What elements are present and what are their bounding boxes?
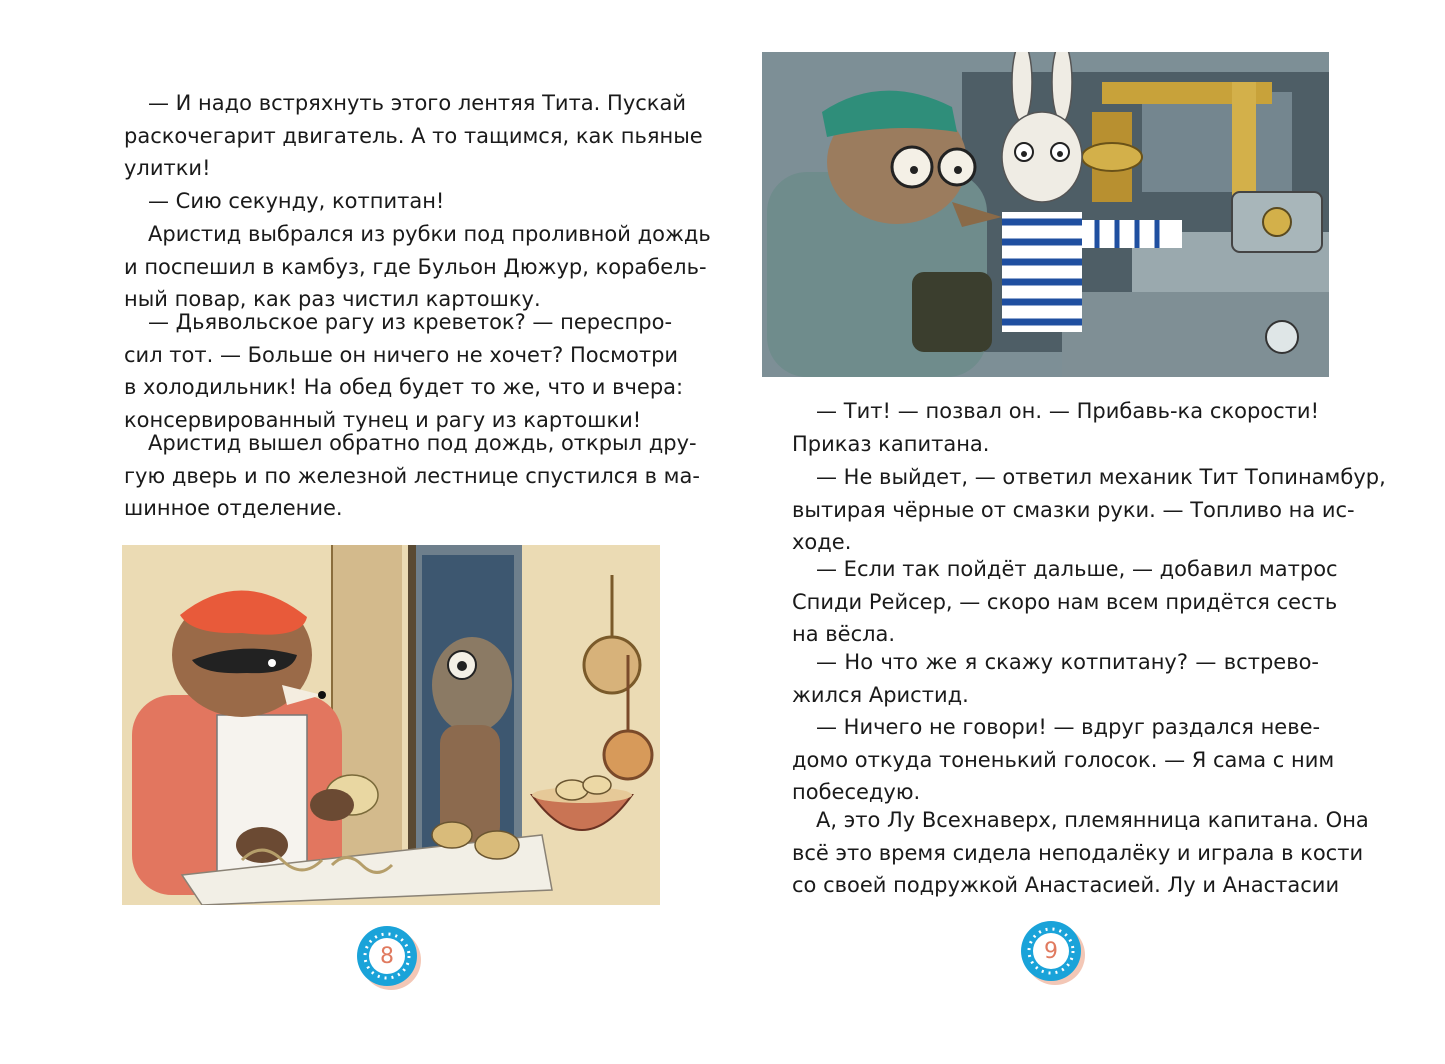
text-line: Спиди Рейсер, — скоро нам всем придётся сесть — [792, 589, 1338, 614]
text-line: со своей подружкой Анастасией. Лу и Анастасии — [792, 873, 1340, 897]
text-line: на вёсла. — [792, 622, 896, 646]
text-line: — Дьявольское рагу из креветок? — переспро- — [148, 310, 673, 334]
text-line: в холодильник! На обед будет то же, что и вчера: — [124, 375, 684, 399]
paragraph — [792, 711, 1335, 809]
text-line: — Ничего не говори! — вдруг раздался неве- — [816, 715, 1321, 739]
text-line: Аристид выбрался из рубки под проливной дождь — [148, 222, 711, 246]
paragraph — [124, 427, 700, 525]
right-page — [722, 0, 1445, 1064]
text-line: сил тот. — Больше он ничего не хочет? Посмотри — [124, 342, 679, 367]
left-page — [0, 0, 722, 1064]
paragraph — [124, 306, 684, 436]
paragraph — [124, 87, 703, 185]
text-line: и поспешил в камбуз, где Бульон Дюжур, корабель- — [124, 254, 707, 279]
page-number: 8 — [380, 943, 394, 969]
text-line: — И надо встряхнуть этого лентяя Тита. Пускай — [148, 91, 686, 115]
paragraph — [792, 804, 1369, 902]
text-line: — Тит! — позвал он. — Прибавь-ка скорости! — [816, 399, 1319, 423]
text-line: улитки! — [124, 156, 211, 180]
kitchen-illustration — [122, 545, 660, 905]
text-line: — Но что же я скажу котпитану? — встрево- — [816, 650, 1319, 674]
page-number: 9 — [1044, 938, 1058, 964]
paragraph — [124, 218, 711, 316]
text-line: жился Аристид. — [792, 682, 969, 707]
text-line: — Если так пойдёт дальше, — добавил матрос — [816, 557, 1338, 581]
text-line: домо откуда тоненький голосок. — Я сама с ним — [792, 747, 1335, 772]
text-line: раскочегарит двигатель. А то тащимся, как пьяные — [124, 123, 703, 148]
text-line: ходе. — [792, 530, 852, 554]
text-line: шинное отделение. — [124, 496, 343, 520]
text-line: Приказ капитана. — [792, 431, 990, 456]
text-line: консервированный тунец и рагу из картошки! — [124, 407, 642, 432]
paragraph — [792, 646, 1319, 711]
page-number-badge — [1020, 920, 1086, 986]
text-line: — Сию секунду, котпитан! — [148, 189, 445, 213]
paragraph — [792, 553, 1338, 651]
paragraph — [792, 395, 1319, 460]
text-line: — Не выйдет, — ответил механик Тит Топинамбур, — [816, 465, 1386, 489]
text-line: Аристид вышел обратно под дождь, открыл дру- — [148, 431, 697, 455]
page-number-badge — [356, 925, 422, 991]
text-line: гую дверь и по железной лестнице спустился в ма- — [124, 463, 700, 488]
paragraph — [124, 185, 659, 218]
text-line: вытирая чёрные от смазки руки. — Топливо на ис- — [792, 497, 1355, 522]
text-line: А, это Лу Всехнаверх, племянница капитана. Она — [816, 808, 1369, 832]
paragraph — [792, 461, 1386, 559]
text-line: ный повар, как раз чистил картошку. — [124, 287, 541, 311]
text-line: всё это время сидела неподалёку и играла в кости — [792, 840, 1364, 865]
engine-room-illustration — [762, 52, 1329, 377]
text-line: побеседую. — [792, 780, 921, 804]
